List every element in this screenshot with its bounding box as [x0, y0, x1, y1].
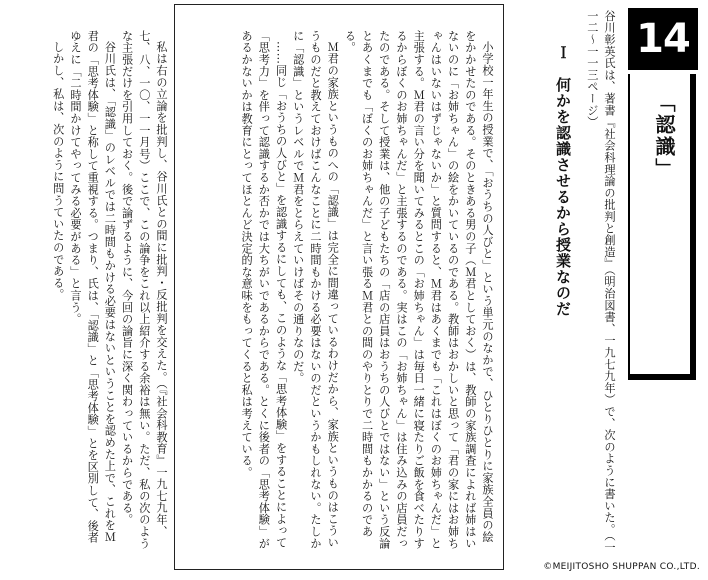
- quote-paragraph: 小学校一年生の授業で、「おうちの人びと」という単元のなかで、ひとりひとりに家族全員の絵をかかせたのである。そのときある男の子（Ｍ君としておく）は、教師の家族調査によれば姉はいないのに「お姉ちゃん」の絵をかいているのである。教師はおかしいと思って「君の家にはお姉ちゃんはいないはずじゃないか」と質問すると、Ｍ君はあくまでも「これはぼくのお姉ちゃんだ」と主張する。Ｍ君の言い分を聞いてみるとこの「お姉ちゃん」は毎日一緒に寝たりご飯を食べたりするからぼくのお姉ちゃんだ」と主張するのである。実はこの「お姉ちゃん」は住み込みの店員だったのである。そして授業は、他の子どもたちの「店の店員はおうちの人びとではない」という反論とあくまでも「ぼくのお姉ちゃんだ」と言い張るＭ君との間のやりとりで二時間もかかるのである。: [343, 30, 494, 550]
- section-heading: Ｉ 何かを認識させるから授業なのだ: [554, 45, 572, 317]
- commentary-text: [20, 30, 170, 550]
- commentary-paragraph: 谷川氏は、「認識」のレベルでは二時間もかける必要はないということを認めた上で、これをＭ君の「思考体験」と称して重視する。つまり、氏は、「認識」と「思考体験」とを区別して、後者ゆえに「二時間かけてやってみる必要がある」と言う。: [68, 30, 117, 544]
- copyright-footer: ©MEIJITOSHO SHUPPAN CO.,LTD.: [543, 562, 700, 572]
- quotation-text: [186, 30, 496, 550]
- quote-paragraph: Ｍ君の家族というものへの「認識」は完全に間違っているわけだから、家族というものはこういうものだと教えておけばこんなことに二時間もかける必要はないのだというかもしれない。たしかに「認識」というレベルでＭ君をとらえていけばその通りなのだ。: [291, 30, 340, 550]
- intro-paragraph: 谷川彰英氏は、著書『社会科理論の批判と創造』（明治図書、一九七九年）で、次のように書いた。（一一二～一一三ページ）: [585, 10, 616, 554]
- chapter-title: 「認識」: [652, 92, 676, 180]
- chapter-number: 14: [628, 8, 698, 70]
- commentary-paragraph: 私は右の立論を批判し、谷川氏との間に批判・反批判を交えた。（『社会科教育』一九七九年、七、八、一〇、一一月号）ここで、この論争をこれ以上紹介する余裕は無い。ただ、私の次のような主張だけを引用しておく。後で論ずるように、今回の論旨に深く関わっているからである。: [120, 30, 168, 550]
- commentary-paragraph: しかし、私は、次のように問うていたのである。: [51, 41, 65, 301]
- chapter-frame-shadow: [628, 374, 696, 380]
- quote-paragraph: ……同じ「おうちの人びと」を認識するにしても、このような「思考体験」をすることによって「思考力」を伴って認識するか否かでは大ちがいであるからである。とくに後者の「思考体験」があるかないかは教育にとってほとんど決定的な意味をもってくると私は考えている。: [240, 30, 288, 550]
